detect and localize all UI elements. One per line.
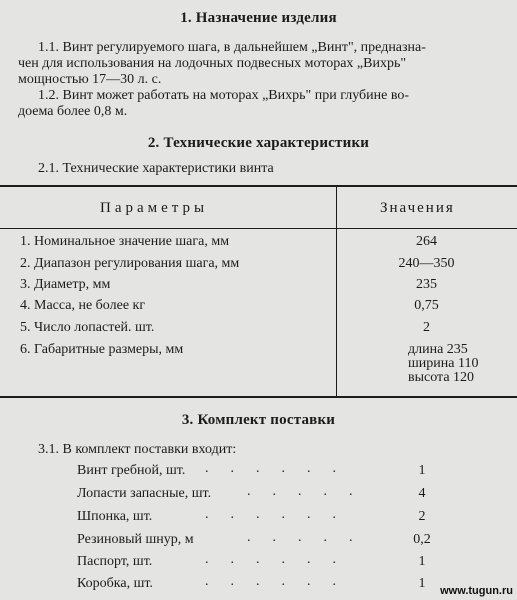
table-row-label: 3. Диаметр, мм bbox=[20, 277, 111, 292]
table-row-value: 235 bbox=[416, 277, 437, 292]
table-row-label: 2. Диапазон регулирования шага, мм bbox=[20, 256, 240, 271]
dimension-height: высота 120 bbox=[408, 370, 475, 385]
table-bottom-rule bbox=[0, 396, 517, 398]
dimension-length: длина 235 bbox=[408, 342, 468, 357]
col-header-params: Параметры bbox=[100, 200, 209, 216]
supply-item-value: 1 bbox=[418, 554, 426, 569]
table-row-label: 5. Число лопастей. шт. bbox=[20, 320, 155, 335]
supply-item-name: Лопасти запасные, шт. bbox=[77, 486, 212, 501]
para-1-1-line-3: мощностью 17—30 л. с. bbox=[18, 72, 162, 87]
table-header-rule bbox=[0, 228, 517, 229]
supply-intro: 3.1. В комплект поставки входит: bbox=[38, 442, 237, 457]
leader-dots: ...... bbox=[205, 461, 358, 476]
supply-item-value: 4 bbox=[418, 486, 426, 501]
supply-item-value: 1 bbox=[418, 463, 426, 478]
supply-item-name: Коробка, шт. bbox=[77, 576, 153, 591]
supply-item-value: 1 bbox=[418, 576, 426, 591]
para-1-1-line-2: чен для использования на лодочных подвесных моторах „Вихрь" bbox=[18, 56, 407, 71]
section-2-heading: 2. Технические характеристики bbox=[147, 135, 370, 151]
table-top-rule bbox=[0, 185, 517, 187]
table-row-value: 264 bbox=[416, 234, 437, 249]
section-1-heading: 1. Назначение изделия bbox=[180, 10, 337, 26]
leader-dots: ...... bbox=[205, 574, 358, 589]
col-header-values: Значения bbox=[380, 200, 455, 216]
supply-item-name: Паспорт, шт. bbox=[77, 554, 153, 569]
table-row-value: 240—350 bbox=[398, 256, 455, 271]
dimension-width: ширина 110 bbox=[408, 356, 479, 371]
section-3-heading: 3. Комплект поставки bbox=[181, 412, 336, 428]
leader-dots: ..... bbox=[247, 530, 375, 545]
supply-item-name: Шпонка, шт. bbox=[77, 509, 153, 524]
para-1-1-line-1: 1.1. Винт регулируемого шага, в дальнейшем „Винт", предназна- bbox=[38, 40, 426, 55]
site-watermark: www.tugun.ru bbox=[440, 585, 513, 597]
table-caption: 2.1. Технические характеристики винта bbox=[38, 161, 274, 176]
leader-dots: ...... bbox=[205, 552, 358, 567]
leader-dots: ...... bbox=[205, 507, 358, 522]
supply-item-value: 2 bbox=[418, 509, 426, 524]
table-row-label: 6. Габаритные размеры, мм bbox=[20, 342, 184, 357]
para-1-2-line-2: доема более 0,8 м. bbox=[18, 104, 128, 119]
supply-item-value: 0,2 bbox=[413, 532, 431, 547]
table-row-label: 1. Номинальное значение шага, мм bbox=[20, 234, 230, 249]
para-1-2-line-1: 1.2. Винт может работать на моторах „Вихрь" при глубине во- bbox=[38, 88, 410, 103]
table-row-value: 2 bbox=[423, 320, 430, 335]
supply-item-name: Резиновый шнур, м bbox=[77, 532, 194, 547]
leader-dots: ..... bbox=[247, 484, 375, 499]
table-row-value: 0,75 bbox=[414, 298, 439, 313]
supply-item-name: Винт гребной, шт. bbox=[77, 463, 186, 478]
table-row-label: 4. Масса, не более кг bbox=[20, 298, 146, 313]
